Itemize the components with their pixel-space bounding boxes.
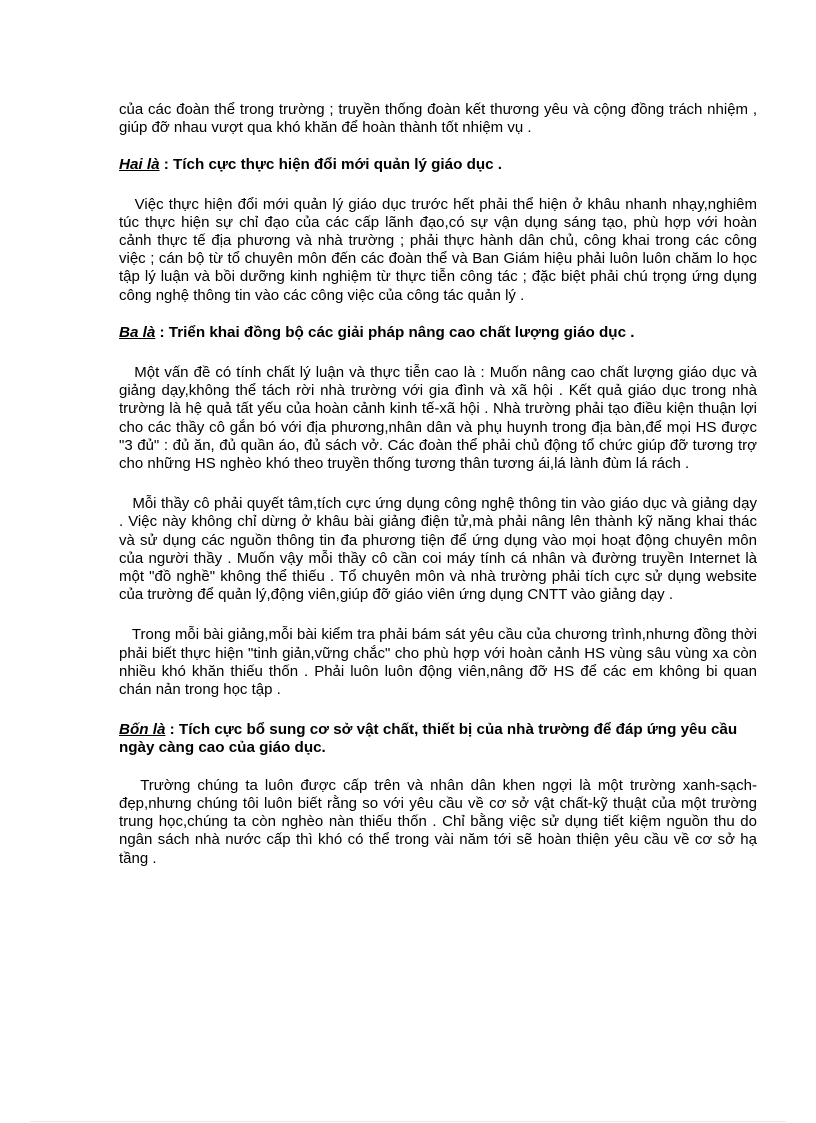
section-title: : Tích cực bổ sung cơ sở vật chất, thiết bị của nhà trường để đáp ứng yêu cầu ngày càng cao của giáo dục.	[119, 721, 738, 757]
section-label: Bốn là	[119, 721, 166, 739]
section-label: Ba là	[119, 323, 156, 341]
section-heading-ba-la	[119, 324, 757, 342]
section-heading-bon-la	[119, 721, 757, 757]
section-label: Hai là	[119, 156, 160, 174]
document-page	[119, 101, 757, 868]
continuation-paragraph: của các đoàn thể trong trường ; truyền thống đoàn kết thương yêu và cộng đồng trách nhiệm , giúp đỡ nhau vượt qua khó khăn để hoàn thành tốt nhiệm vụ .	[119, 101, 757, 137]
body-paragraph: Việc thực hiện đổi mới quản lý giáo dục trước hết phải thể hiện ở khâu nhanh nhạy,nghiêm túc thực hiện sự chỉ đạo của các cấp lãnh đạo,có sự vận dụng sáng tạo, phù hợp với hoàn cảnh thực tế địa phương và nhà trường ; phải thực hành dân chủ, công khai trong các công việc ; cán bộ từ tổ chuyên môn đến các đoàn thể và Ban Giám hiệu phải luôn luôn chăm lo học tập lý luận và bồi dưỡng kinh nghiệm từ thực tiễn công tác ; đặc biệt phải chú trọng ứng dụng công nghệ thông tin vào các công việc của công tác quản lý .	[119, 195, 757, 304]
page-bottom-divider	[30, 1121, 786, 1122]
section-title: : Triển khai đồng bộ các giải pháp nâng cao chất lượng giáo dục .	[155, 323, 635, 341]
section-heading-hai-la	[119, 156, 757, 174]
body-paragraph: Mỗi thầy cô phải quyết tâm,tích cực ứng dụng công nghệ thông tin vào giáo dục và giảng dạy . Việc này không chỉ dừng ở khâu bài giảng điện tử,mà phải nâng lên thành kỹ năng khai thác và sử dụng các nguồn thông tin đa phương tiện để ứng dụng vào mọi hoạt động chuyên môn của người thầy . Muốn vậy mỗi thầy cô cần coi máy tính cá nhân và đường truyền Internet là một "đồ nghề" không thể thiếu . Tổ chuyên môn và nhà trường phải tích cực sử dụng website của trường để quản lý,động viên,giúp đỡ giáo viên ứng dụng CNTT vào giảng dạy .	[119, 495, 757, 604]
section-title: : Tích cực thực hiện đổi mới quản lý giáo dục .	[159, 156, 503, 174]
body-paragraph: Trường chúng ta luôn được cấp trên và nhân dân khen ngợi là một trường xanh-sạch-đẹp,nhưng chúng tôi luôn biết rằng so với yêu cầu về cơ sở vật chất-kỹ thuật của một trường trung học,chúng ta còn nghèo nàn thiếu thốn . Chỉ bằng việc sử dụng tiết kiệm nguồn thu do ngân sách nhà nước cấp thì khó có thể trong vài năm tới sẽ hoàn thiện yêu cầu về cơ sở hạ tầng .	[119, 776, 757, 867]
body-paragraph: Trong mỗi bài giảng,mỗi bài kiểm tra phải bám sát yêu cầu của chương trình,nhưng đồng thời phải biết thực hiện "tinh giản,vững chắc" cho phù hợp với hoàn cảnh HS vùng sâu vùng xa còn nhiều khó khăn thiếu thốn . Phải luôn luôn động viên,nâng đỡ HS để các em không bi quan chán nản trong học tập .	[119, 626, 757, 699]
body-paragraph: Một vấn đề có tính chất lý luận và thực tiễn cao là : Muốn nâng cao chất lượng giáo dục và giảng dạy,không thể tách rời nhà trường với gia đình và xã hội . Kết quả giáo dục trong nhà trường là hệ quả tất yếu của hoàn cảnh kinh tế-xã hội . Nhà trường phải tạo điều kiện thuận lợi cho các thầy cô gắn bó với địa phương,nhân dân và phụ huynh trong địa bàn,để mọi HS được "3 đủ" : đủ ăn, đủ quần áo, đủ sách vở. Các đoàn thể phải chủ động tổ chức giúp đỡ tương trợ cho những HS nghèo khó theo truyền thống tương thân tương ái,lá lành đùm lá rách .	[119, 364, 757, 473]
